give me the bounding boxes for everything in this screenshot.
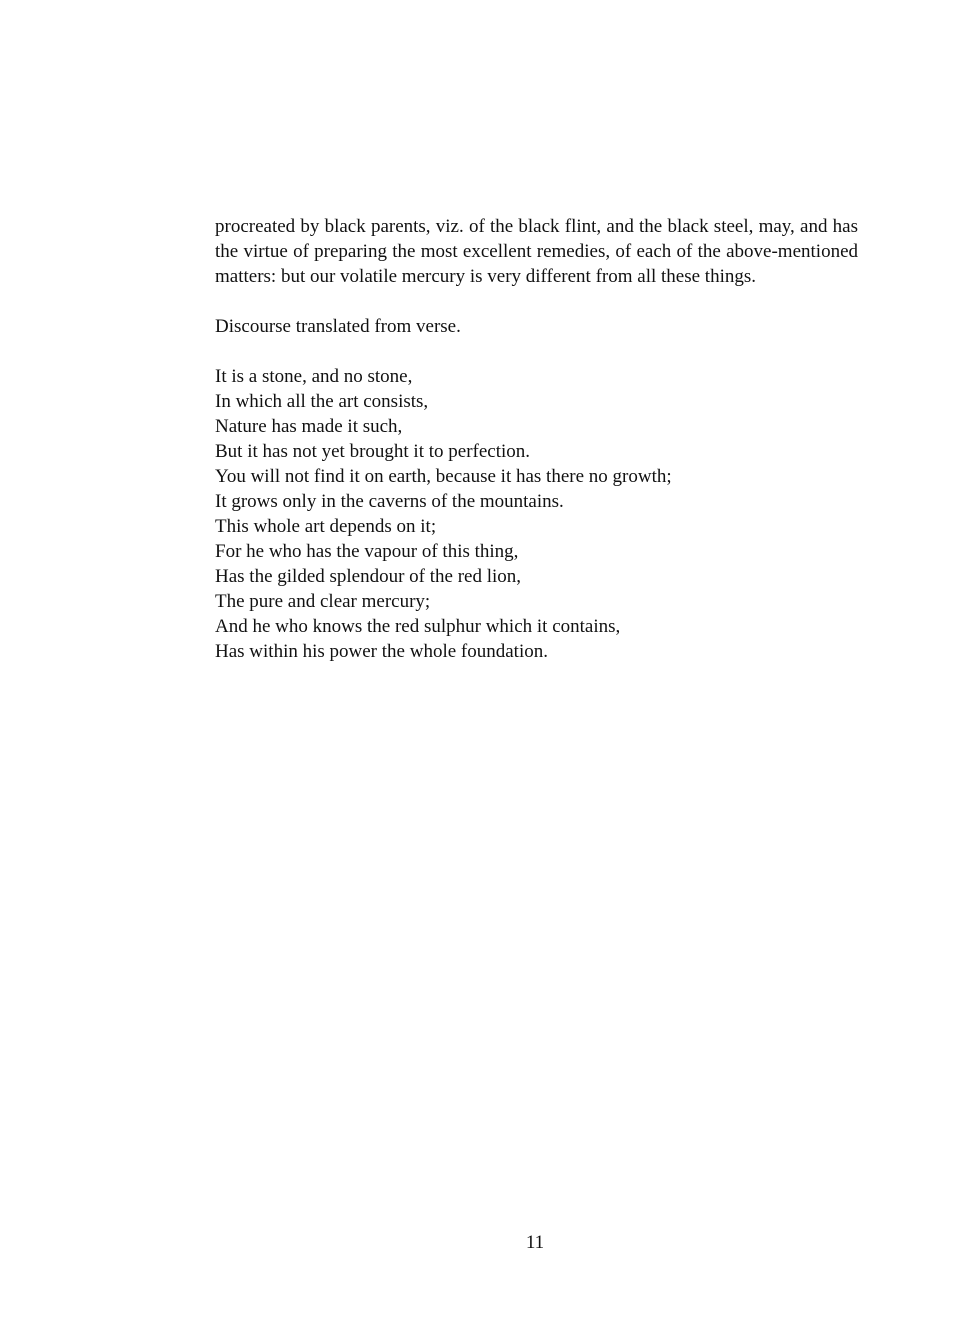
verse-line: It grows only in the caverns of the mountains. [215,491,564,512]
verse-line: It is a stone, and no stone, [215,366,413,387]
verse-line: Nature has made it such, [215,416,403,437]
discourse-heading: Discourse translated from verse. [215,316,461,337]
verse-line: This whole art depends on it; [215,516,437,537]
verse-line: In which all the art consists, [215,391,429,412]
verse-line: You will not find it on earth, because it has there no growth; [215,466,672,487]
verse-line: The pure and clear mercury; [215,591,431,612]
verse-line: For he who has the vapour of this thing, [215,541,519,562]
page-number: 11 [525,1232,545,1253]
verse-block [215,364,858,664]
body-paragraph: procreated by black parents, viz. of the black flint, and the black steel, may, and has the virtue of preparing the most excellent remedies, of each of the above-mentioned matters: but our volatile mercury is very different from all these things. [215,216,858,287]
verse-line: But it has not yet brought it to perfection. [215,441,531,462]
verse-line: Has the gilded splendour of the red lion, [215,566,522,587]
verse-line: Has within his power the whole foundation. [215,641,548,662]
page-content [215,214,858,664]
verse-line: And he who knows the red sulphur which it contains, [215,616,621,637]
